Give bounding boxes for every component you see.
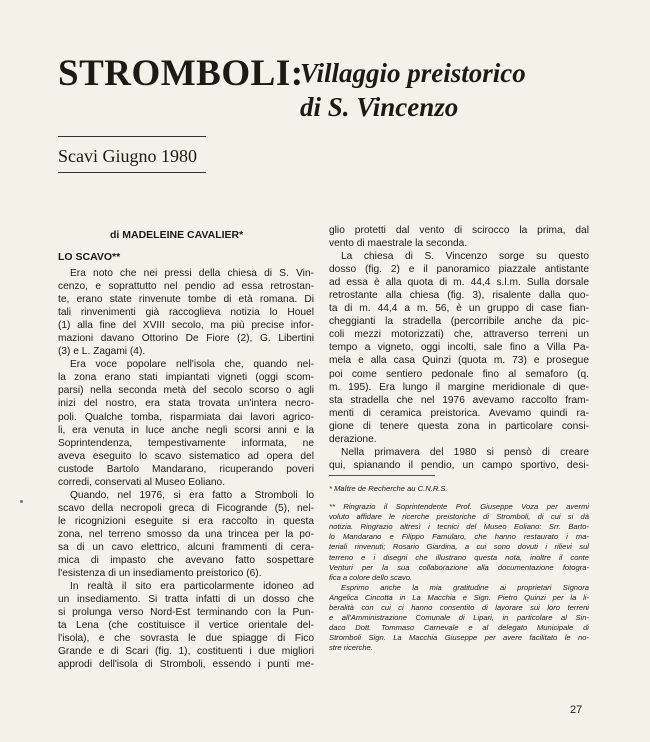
footnotes bbox=[329, 484, 589, 654]
body-text-line: Quando, nel 1976, si era fatto a Stromboli lo bbox=[70, 489, 314, 501]
author-line: di MADELEINE CAVALIER* bbox=[110, 229, 244, 241]
body-text-line: menti di ceramica preistorica. Avevamo quindi ra- bbox=[329, 407, 589, 419]
body-text-line: Soprintendenza, tempestivamente informata, ne bbox=[58, 437, 314, 449]
footnote-line: * Maître de Recherche au C.N.R.S. bbox=[329, 484, 448, 493]
body-text-line: cheggianti la stradella (percorribile anche da pic- bbox=[329, 316, 589, 328]
body-text-line: ta di m. 44,4 a m. 56, è un gruppo di case fian- bbox=[329, 303, 589, 315]
footnote-line: voluto affidare le ricerche preistoriche di Stromboli, di cui si dà bbox=[329, 512, 589, 522]
footnote-line: lo Mandarano e Filippo Famularo, che hanno restaurato i ma- bbox=[329, 532, 589, 542]
footnote-line: e all'Amministrazione Comunale di Lipari, in particolare al Sin- bbox=[329, 613, 589, 623]
body-text-line: coli mezzi motorizzati) che, attraverso terreni un bbox=[329, 329, 589, 341]
footnote-line: terreno e i disegni che illustrano questa nota, inoltre il conte bbox=[329, 552, 589, 562]
body-text-line: mela e alla casa Quinzi (quota m. 73) e prosegue bbox=[329, 355, 589, 367]
footnote-line: stre ricerche. bbox=[329, 643, 373, 653]
body-text-line: custode Bartolo Mandarano, ricuperando poveri bbox=[58, 463, 314, 475]
body-text-line: scavo della necropoli greca di Ficogrande (5), nel- bbox=[58, 502, 314, 514]
footnote-line: Stromboli Sign. La Macchia Giuseppe per avere facilitato le no- bbox=[329, 633, 589, 643]
subtitle: Scavi Giugno 1980 bbox=[58, 146, 197, 166]
body-text-line: sta stradella che nel 1976 avevamo raccolto fram- bbox=[329, 394, 589, 406]
body-text-line: le ricognizioni eseguite si era raccolto in questa bbox=[58, 515, 314, 527]
title-italic-line-2: di S. Vincenzo bbox=[300, 92, 459, 122]
body-text-line: In realtà il sito era particolarmente idoneo ad bbox=[70, 581, 314, 593]
body-text-line: poli. Qualche tomba, risparmiata dai lavori agrico- bbox=[58, 411, 314, 423]
title-italic bbox=[300, 56, 526, 124]
body-text-line: parsi) nella seconda metà del secolo scorso o agli bbox=[58, 385, 314, 397]
body-text-line: poi come sentiero pedonale fino al semaforo (q. bbox=[329, 368, 589, 380]
body-text-line: inizi del nostro, era stata trovata un'intera necro- bbox=[58, 398, 314, 410]
footnote-line: daco Dott. Tommaso Carnevale e al delegato Municipale di bbox=[329, 623, 589, 633]
footnote-line: Venturi per la sua collaborazione alla documentazione fotogra- bbox=[329, 562, 589, 572]
subtitle-rule-bottom bbox=[58, 172, 206, 173]
title-italic-line-1: Villaggio preistorico bbox=[300, 58, 526, 88]
body-text-line: derazione. bbox=[329, 433, 377, 445]
body-text-line: dosso (fig. 2) e il panoramico piazzale antistante bbox=[329, 264, 589, 276]
body-text-line: (3) e L. Zagami (4). bbox=[58, 346, 146, 358]
body-text-line: sa di un cavo elettrico, alcuni frammenti di cera- bbox=[58, 541, 314, 553]
body-text-line: l'isola), e che sovrasta le due spiagge di Fico bbox=[58, 633, 314, 645]
footnote-rule bbox=[329, 475, 435, 476]
subtitle-rule-top bbox=[58, 136, 206, 137]
body-text-line: ad essa è alla quota di m. 44,4 s.l.m. Sulla dorsale bbox=[329, 277, 589, 289]
body-text-line: retrostante alla chiesa (fig. 3), risalente dalla quo- bbox=[329, 290, 589, 302]
body-text-line: qui, spianando il pendio, un campo sportivo, desi- bbox=[329, 459, 589, 471]
body-text-line: gione di tenere questa zona in particolare consi- bbox=[329, 420, 589, 432]
body-text-line: mica di impasto che avevano fatto sospettare bbox=[58, 555, 314, 567]
body-text-line: Grande e di Scari (fig. 1), costituenti i due migliori bbox=[58, 646, 314, 658]
body-text-line: mazioni davano Ottorino De Fiore (2), G. Libertini bbox=[58, 333, 314, 345]
body-text-line: Era voce popolare nell'isola che, quando nel- bbox=[70, 359, 314, 371]
body-text-line: aveva eseguito lo scavo sistematico ad opera del bbox=[58, 450, 314, 462]
body-text-line: m. 195). Era lungo il margine meridionale di que- bbox=[329, 381, 589, 393]
footnote-line: ** Ringrazio il Soprintendente Prof. Giuseppe Voza per avermi bbox=[329, 502, 589, 512]
footnote-line: fica a colore dello scavo. bbox=[329, 572, 413, 582]
page-number: 27 bbox=[570, 704, 583, 716]
body-text-line: l'esistenza di un insediamento preistorico (6). bbox=[58, 568, 262, 580]
right-column bbox=[329, 224, 589, 472]
body-text-line: (1) alla fine del XVIII secolo, ma più precise infor- bbox=[58, 320, 314, 332]
body-text-line: approdi dell'isola di Stromboli, essendo i punti me- bbox=[58, 659, 314, 671]
footnote-line: Angelica Cincotta in La Macchia e Sign. Pietro Quinzi per la li- bbox=[329, 592, 589, 602]
body-text-line: la zona erano stati impiantati vigneti (oggi scom- bbox=[58, 372, 314, 384]
margin-mark bbox=[20, 500, 23, 503]
body-text-line: zona, nel terreno smosso da una trincea per la po- bbox=[58, 528, 314, 540]
body-text-line: cenzo, e soprattutto nel pendio ad essa retrostan- bbox=[58, 281, 314, 293]
footnote-line: beralità con cui ci hanno consentito di lavorare sui loro terreni bbox=[329, 603, 589, 613]
body-text-line: ta Lena (che costituisce il vertice orientale del- bbox=[58, 620, 314, 632]
body-text-line: tempo a vigneto, oggi incolti, sale fino a Villa Pa- bbox=[329, 342, 589, 354]
body-text-line: un insediamento. Si tratta infatti di un dosso che bbox=[58, 594, 314, 606]
body-text-line: glio protetti dal vento di scirocco la prima, dal bbox=[329, 225, 589, 236]
body-text-line: vento di maestrale la seconda. bbox=[329, 238, 468, 250]
body-text-line: corredi, conservati al Museo Eoliano. bbox=[58, 476, 226, 488]
body-text-line: Era noto che nei pressi della chiesa di S. Vin- bbox=[70, 268, 314, 279]
footnote-line: notizia. Ringrazio altresì i tecnici del Museo Eoliano: Srr. Barto- bbox=[329, 522, 589, 532]
footnote-line: Esprimo anche la mia gratitudine ai proprietari Signora bbox=[341, 582, 589, 592]
title-main: STROMBOLI: bbox=[58, 53, 304, 94]
footnote-line: teriali rinvenuti; Rosario Giardina, a cui sono dovuti i rilievi sul bbox=[329, 542, 589, 552]
body-text-line: si prolunga verso Nord-Est terminando con la Pun- bbox=[58, 607, 314, 619]
body-text-line: tali rinvenimenti già raccoglieva notizia lo Houel bbox=[58, 307, 314, 319]
body-text-line: La chiesa di S. Vincenzo sorge su questo bbox=[341, 251, 589, 263]
body-text-line: Nella primavera del 1980 si pensò di creare bbox=[341, 446, 589, 458]
left-column bbox=[58, 267, 314, 671]
body-text-line: te, erano state rinvenute tombe di età romana. Di bbox=[58, 294, 314, 306]
body-text-line: li, era venuta in luce anche negli scorsi anni e la bbox=[58, 424, 314, 436]
section-heading: LO SCAVO** bbox=[58, 251, 121, 263]
footnote-gap bbox=[329, 494, 589, 502]
